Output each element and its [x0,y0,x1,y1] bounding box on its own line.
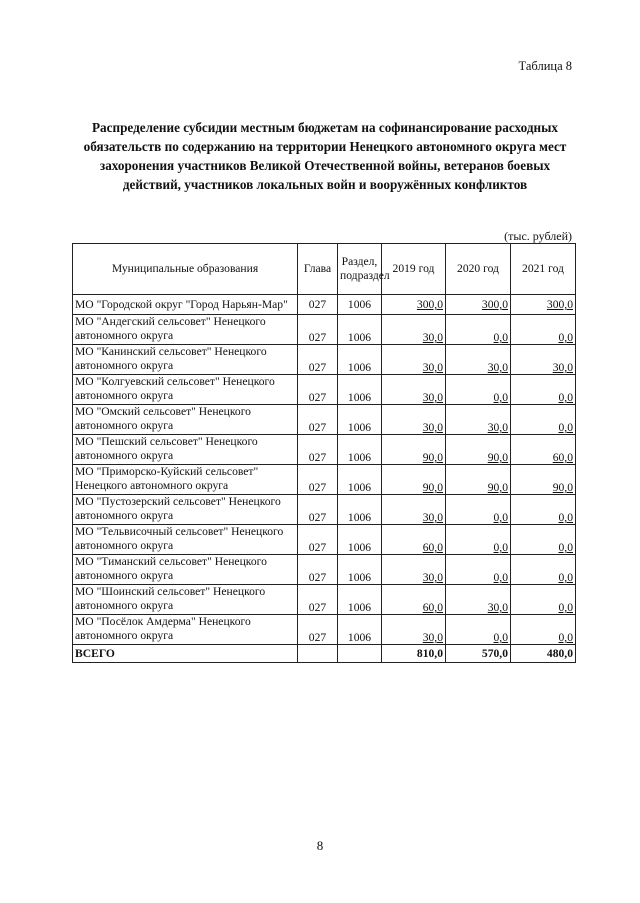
amount-value: 30,0 [422,421,443,434]
amount-value: 0,0 [558,511,573,524]
amount-value: 0,0 [493,511,508,524]
amount-value: 60,0 [552,451,573,464]
amount-value: 30,0 [487,421,508,434]
value-2021-cell [511,555,576,585]
total-2021-cell: 480,0 [511,645,576,663]
chapter-cell: 027 [298,465,338,495]
value-2020-cell [446,495,511,525]
total-2020-cell: 570,0 [446,645,511,663]
municipality-cell: МО "Колгуевский сельсовет" Ненецкого автономного округа [73,375,298,405]
chapter-cell: 027 [298,435,338,465]
value-2019-cell [382,375,446,405]
amount-value: 0,0 [558,631,573,644]
section-cell: 1006 [338,585,382,615]
value-2020-cell [446,615,511,645]
section-cell: 1006 [338,295,382,315]
table-row [73,585,576,615]
value-2019-cell [382,495,446,525]
table-row [73,495,576,525]
amount-value: 90,0 [552,481,573,494]
value-2020-cell [446,375,511,405]
value-2021-cell [511,465,576,495]
chapter-cell: 027 [298,405,338,435]
amount-value: 30,0 [487,601,508,614]
table-row [73,405,576,435]
chapter-cell: 027 [298,495,338,525]
header-2020: 2020 год [446,244,511,295]
amount-value: 30,0 [422,391,443,404]
municipality-cell: МО "Пешский сельсовет" Ненецкого автономного округа [73,435,298,465]
amount-value: 90,0 [487,481,508,494]
section-cell: 1006 [338,525,382,555]
amount-value: 30,0 [487,361,508,374]
amount-value: 30,0 [422,361,443,374]
value-2019-cell [382,435,446,465]
value-2020-cell [446,465,511,495]
section-cell: 1006 [338,315,382,345]
amount-value: 90,0 [422,451,443,464]
value-2021-cell [511,525,576,555]
amount-value: 0,0 [493,541,508,554]
municipality-cell: МО "Тельвисочный сельсовет" Ненецкого автономного округа [73,525,298,555]
amount-value: 60,0 [422,541,443,554]
chapter-cell: 027 [298,345,338,375]
table-body [73,295,576,663]
header-2019: 2019 год [382,244,446,295]
amount-value: 30,0 [422,511,443,524]
table-row [73,615,576,645]
value-2020-cell [446,315,511,345]
total-section-cell [338,645,382,663]
value-2019-cell [382,315,446,345]
amount-value: 0,0 [558,571,573,584]
table-row [73,525,576,555]
chapter-cell: 027 [298,555,338,585]
section-cell: 1006 [338,375,382,405]
amount-value: 90,0 [422,481,443,494]
amount-value: 0,0 [493,631,508,644]
table-row [73,345,576,375]
value-2019-cell [382,465,446,495]
table-header-row [73,244,576,295]
value-2020-cell [446,345,511,375]
table-row [73,555,576,585]
amount-value: 0,0 [558,391,573,404]
total-2019-cell: 810,0 [382,645,446,663]
total-chapter-cell [298,645,338,663]
amount-value: 0,0 [558,331,573,344]
chapter-cell: 027 [298,615,338,645]
amount-value: 0,0 [493,571,508,584]
amount-value: 60,0 [422,601,443,614]
amount-value: 300,0 [481,298,508,311]
subsidy-table [72,243,576,663]
amount-value: 300,0 [416,298,443,311]
table-number-label: Таблица 8 [518,59,572,73]
amount-value: 0,0 [558,601,573,614]
amount-value: 0,0 [493,331,508,344]
total-label-cell: ВСЕГО [73,645,298,663]
value-2021-cell [511,375,576,405]
municipality-cell: МО "Андегский сельсовет" Ненецкого автономного округа [73,315,298,345]
section-cell: 1006 [338,435,382,465]
value-2021-cell [511,315,576,345]
amount-value: 90,0 [487,451,508,464]
municipality-cell: МО "Пустозерский сельсовет" Ненецкого автономного округа [73,495,298,525]
value-2021-cell [511,435,576,465]
amount-value: 30,0 [552,361,573,374]
municipality-cell: МО "Городской округ "Город Нарьян-Мар" [73,295,298,315]
value-2021-cell [511,345,576,375]
header-section: Раздел, подраздел [338,244,382,295]
value-2020-cell [446,435,511,465]
amount-value: 0,0 [558,421,573,434]
municipality-cell: МО "Канинский сельсовет" Ненецкого автономного округа [73,345,298,375]
section-cell: 1006 [338,345,382,375]
chapter-cell: 027 [298,315,338,345]
value-2021-cell [511,615,576,645]
table-row [73,315,576,345]
value-2021-cell [511,405,576,435]
total-row [73,645,576,663]
chapter-cell: 027 [298,295,338,315]
table-row [73,295,576,315]
header-chapter: Глава [298,244,338,295]
table-row [73,465,576,495]
value-2020-cell [446,295,511,315]
value-2019-cell [382,525,446,555]
header-2021: 2021 год [511,244,576,295]
section-cell: 1006 [338,465,382,495]
value-2019-cell [382,345,446,375]
value-2020-cell [446,585,511,615]
value-2019-cell [382,615,446,645]
amount-value: 30,0 [422,331,443,344]
value-2021-cell [511,495,576,525]
section-cell: 1006 [338,495,382,525]
value-2019-cell [382,555,446,585]
value-2021-cell [511,585,576,615]
chapter-cell: 027 [298,375,338,405]
municipality-cell: МО "Шоинский сельсовет" Ненецкого автономного округа [73,585,298,615]
municipality-cell: МО "Приморско-Куйский сельсовет" Ненецкого автономного округа [73,465,298,495]
municipality-cell: МО "Посёлок Амдерма" Ненецкого автономного округа [73,615,298,645]
value-2020-cell [446,405,511,435]
section-cell: 1006 [338,615,382,645]
header-municipality: Муниципальные образования [73,244,298,295]
page-number: 8 [316,838,324,853]
amount-value: 30,0 [422,631,443,644]
value-2020-cell [446,525,511,555]
value-2019-cell [382,405,446,435]
table-row [73,435,576,465]
section-cell: 1006 [338,555,382,585]
table-row [73,375,576,405]
value-2021-cell [511,295,576,315]
units-label: (тыс. рублей) [504,229,572,243]
amount-value: 0,0 [493,391,508,404]
municipality-cell: МО "Тиманский сельсовет" Ненецкого автономного округа [73,555,298,585]
value-2019-cell [382,295,446,315]
amount-value: 30,0 [422,571,443,584]
chapter-cell: 027 [298,585,338,615]
section-cell: 1006 [338,405,382,435]
amount-value: 0,0 [558,541,573,554]
document-title: Распределение субсидии местным бюджетам на софинансирование расходных обязательств по содержанию на территории Ненецкого автономного округа мест захоронения участников Великой Отечественной войны, ветеранов боевых действий, участников локальных войн и вооружённых конфликтов [83,120,567,192]
value-2020-cell [446,555,511,585]
value-2019-cell [382,585,446,615]
chapter-cell: 027 [298,525,338,555]
amount-value: 300,0 [546,298,573,311]
municipality-cell: МО "Омский сельсовет" Ненецкого автономного округа [73,405,298,435]
